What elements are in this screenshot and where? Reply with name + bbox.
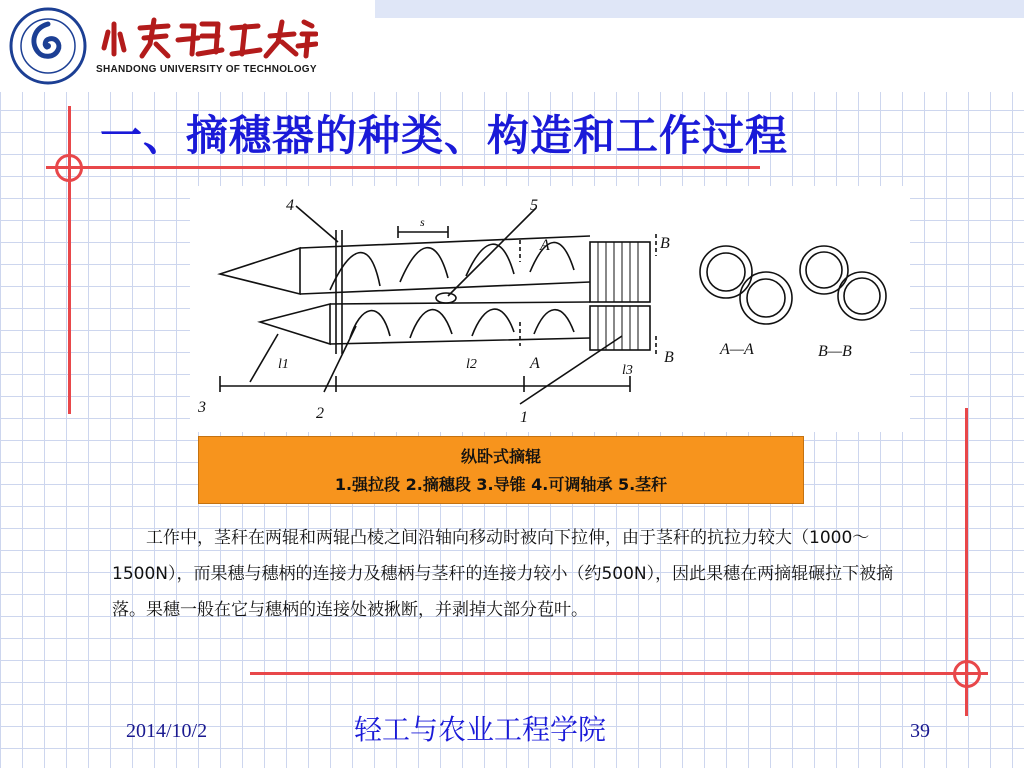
dim-label-s: s: [420, 215, 425, 229]
dim-label-l3: l3: [622, 363, 633, 378]
section-mark-a-top: A: [540, 237, 550, 254]
part-number-4: 4: [286, 197, 294, 214]
deco-ring-top: [55, 154, 83, 182]
upper-guide-cone: [220, 248, 300, 294]
footer-college: 轻工与农业工程学院: [354, 713, 607, 746]
lower-guide-cone: [260, 304, 330, 344]
caption-title: 纵卧式摘辊: [460, 447, 541, 466]
section-view-label-b: B—B: [818, 343, 852, 360]
section-mark-a-bottom: A: [530, 355, 540, 372]
university-name-calligraphy: [98, 14, 318, 62]
body-paragraph: 工作中，茎秆在两辊和两辊凸棱之间沿轴向移动时被向下拉伸，由于茎秆的抗拉力较大（1000～1500N），而果穗与穗柄的连接力及穗柄与茎秆的连接力较小（约500N），因此果穗在两摘辊碾拉下被摘落。果穗一般在它与穗柄的连接处被揪断，并剥掉大部分苞叶。: [112, 528, 894, 620]
deco-ring-bottom: [953, 660, 981, 688]
dim-label-l2: l2: [466, 357, 477, 372]
section-mark-b-top: B: [660, 235, 670, 252]
figure-caption: [198, 436, 804, 504]
deco-line-bottom-horizontal: [250, 672, 988, 675]
section-view-a: [700, 246, 792, 324]
lower-roller-ribs: [350, 309, 574, 338]
stalk: [436, 293, 456, 303]
dim-label-l1: l1: [278, 357, 289, 372]
upper-strong-pull-section: [590, 242, 650, 302]
header-bar: [0, 0, 1024, 92]
section-view-b: [800, 246, 886, 320]
footer-page-number: 39: [910, 720, 930, 742]
deco-line-top-vertical: [68, 106, 71, 414]
lower-roller-body: [330, 302, 590, 344]
section-mark-b-bottom: B: [664, 349, 674, 366]
deco-line-top-horizontal: [46, 166, 760, 169]
upper-roller-ribs: [330, 242, 574, 290]
footer-date: 2014/10/2: [126, 720, 208, 742]
page-title: 一、摘穗器的种类、构造和工作过程: [100, 111, 789, 160]
header-band: [375, 0, 1024, 18]
university-seal-logo: [8, 6, 88, 86]
part-number-2: 2: [316, 405, 324, 422]
part-number-5: 5: [530, 197, 538, 214]
picker-roller-diagram: [190, 186, 910, 432]
part-number-1: 1: [520, 409, 528, 426]
caption-parts-list: 1.强拉段 2.摘穗段 3.导锥 4.可调轴承 5.茎秆: [334, 475, 668, 494]
section-view-label-a: A—A: [720, 341, 754, 358]
part-number-3: 3: [198, 399, 206, 416]
university-name-en: SHANDONG UNIVERSITY OF TECHNOLOGY: [96, 64, 317, 75]
lower-strong-pull-section: [590, 306, 650, 350]
